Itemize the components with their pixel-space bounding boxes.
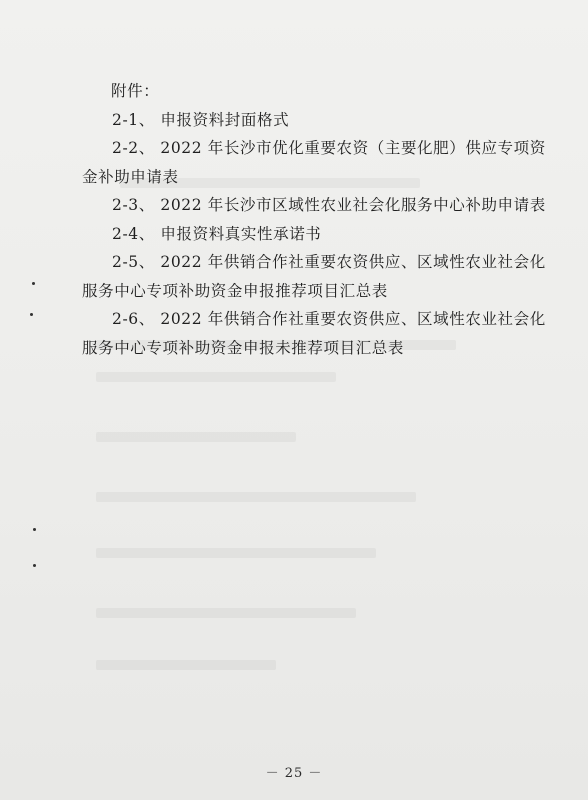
scan-speck bbox=[32, 282, 35, 285]
list-item-line: 2-4、 申报资料真实性承诺书 bbox=[112, 224, 322, 243]
list-item bbox=[82, 134, 546, 191]
list-item bbox=[82, 248, 546, 305]
list-item-line: 2-1、 申报资料封面格式 bbox=[112, 110, 290, 129]
attachment-heading: 附件： bbox=[111, 82, 160, 100]
scan-speck bbox=[30, 313, 33, 316]
list-item-continuation: 服务中心专项补助资金申报推荐项目汇总表 bbox=[82, 281, 388, 300]
page-number: － 25 － bbox=[265, 766, 323, 781]
list-item bbox=[82, 305, 546, 362]
list-item-line: 2-5、 2022 年供销合作社重要农资供应、区域性农业社会化 bbox=[112, 253, 546, 271]
attachment-list bbox=[82, 77, 546, 362]
list-item bbox=[82, 106, 532, 135]
scan-speck bbox=[33, 528, 36, 531]
list-item-line: 2-2、 2022 年长沙市优化重要农资（主要化肥）供应专项资 bbox=[112, 139, 546, 157]
list-item-continuation: 金补助申请表 bbox=[82, 167, 179, 186]
list-item-continuation: 服务中心专项补助资金申报未推荐项目汇总表 bbox=[82, 338, 405, 357]
list-item bbox=[82, 191, 546, 220]
scan-speck bbox=[33, 564, 36, 567]
list-item-line: 2-3、 2022 年长沙市区域性农业社会化服务中心补助申请表 bbox=[112, 196, 546, 214]
list-item bbox=[82, 220, 532, 249]
list-item-line: 2-6、 2022 年供销合作社重要农资供应、区域性农业社会化 bbox=[112, 310, 546, 328]
